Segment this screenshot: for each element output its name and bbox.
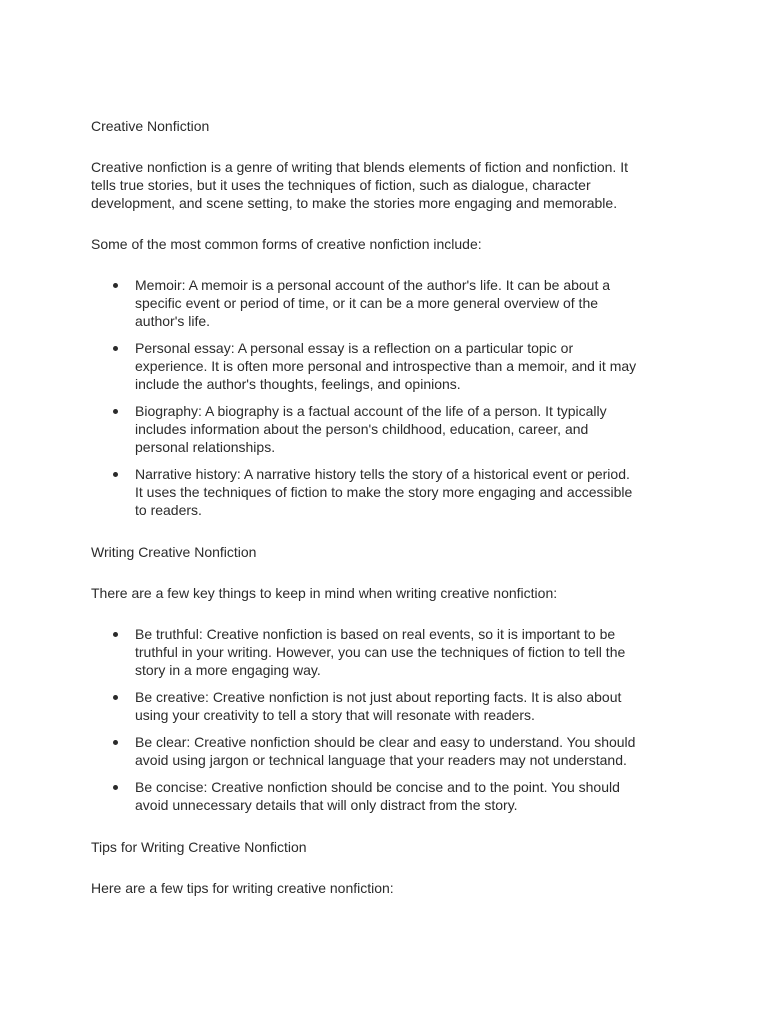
list-item-line: story in a more engaging way. — [135, 662, 321, 678]
list-item-line: truthful in your writing. However, you can use the techniques of fiction to tell the — [135, 644, 626, 660]
bullet-icon — [113, 632, 118, 637]
list-item-personal-essay — [91, 339, 691, 393]
list-item-line: Be concise: Creative nonfiction should be concise and to the point. You should — [135, 779, 620, 795]
writing-intro: There are a few key things to keep in mind when writing creative nonfiction: — [91, 585, 558, 601]
list-item-line: Narrative history: A narrative history tells the story of a historical event or period. — [135, 466, 630, 482]
forms-intro: Some of the most common forms of creative nonfiction include: — [91, 236, 482, 252]
list-item-be-truthful — [91, 625, 691, 679]
list-item-line: to readers. — [135, 502, 202, 518]
list-item-line: avoid unnecessary details that will only distract from the story. — [135, 797, 518, 813]
tips-intro: Here are a few tips for writing creative nonfiction: — [91, 880, 394, 896]
list-item-memoir — [91, 276, 691, 330]
list-item-line: experience. It is often more personal and introspective than a memoir, and it may — [135, 358, 637, 374]
list-item-be-creative — [91, 688, 691, 724]
list-item-line: include the author's thoughts, feelings, and opinions. — [135, 376, 461, 392]
list-item-line: Be creative: Creative nonfiction is not just about reporting facts. It is also about — [135, 689, 622, 705]
bullet-icon — [113, 472, 118, 477]
intro-paragraph — [91, 158, 628, 212]
list-item-line: Personal essay: A personal essay is a reflection on a particular topic or — [135, 340, 574, 356]
list-item-line: personal relationships. — [135, 439, 276, 455]
list-item-line: Be clear: Creative nonfiction should be clear and easy to understand. You should — [135, 734, 636, 750]
list-item-line: using your creativity to tell a story that will resonate with readers. — [135, 707, 535, 723]
section-heading-writing: Writing Creative Nonfiction — [91, 544, 257, 560]
bullet-icon — [113, 409, 118, 414]
list-item-line: avoid using jargon or technical language that your readers may not understand. — [135, 752, 627, 768]
list-item-line: It uses the techniques of fiction to make the story more engaging and accessible — [135, 484, 633, 500]
list-item-line: includes information about the person's childhood, education, career, and — [135, 421, 589, 437]
list-item-line: Biography: A biography is a factual account of the life of a person. It typically — [135, 403, 607, 419]
bullet-icon — [113, 740, 118, 745]
bullet-icon — [113, 785, 118, 790]
intro-line: development, and scene setting, to make the stories more engaging and memorable. — [91, 195, 618, 211]
bullet-icon — [113, 283, 118, 288]
intro-line: tells true stories, but it uses the techniques of fiction, such as dialogue, character — [91, 177, 591, 193]
list-item-narrative-history — [91, 465, 691, 519]
forms-list — [91, 276, 691, 519]
bullet-icon — [113, 346, 118, 351]
bullet-icon — [113, 695, 118, 700]
list-item-line: Memoir: A memoir is a personal account of the author's life. It can be about a — [135, 277, 611, 293]
list-item-line: Be truthful: Creative nonfiction is based on real events, so it is important to be — [135, 626, 616, 642]
writing-tips-list — [91, 625, 691, 814]
list-item-line: author's life. — [135, 313, 211, 329]
list-item-line: specific event or period of time, or it can be a more general overview of the — [135, 295, 599, 311]
list-item-be-concise — [91, 778, 691, 814]
intro-line: Creative nonfiction is a genre of writing that blends elements of fiction and nonfiction. It — [91, 159, 628, 175]
list-item-be-clear — [91, 733, 691, 769]
section-heading-tips: Tips for Writing Creative Nonfiction — [91, 839, 307, 855]
list-item-biography — [91, 402, 691, 456]
section-heading-creative-nonfiction: Creative Nonfiction — [91, 118, 210, 134]
